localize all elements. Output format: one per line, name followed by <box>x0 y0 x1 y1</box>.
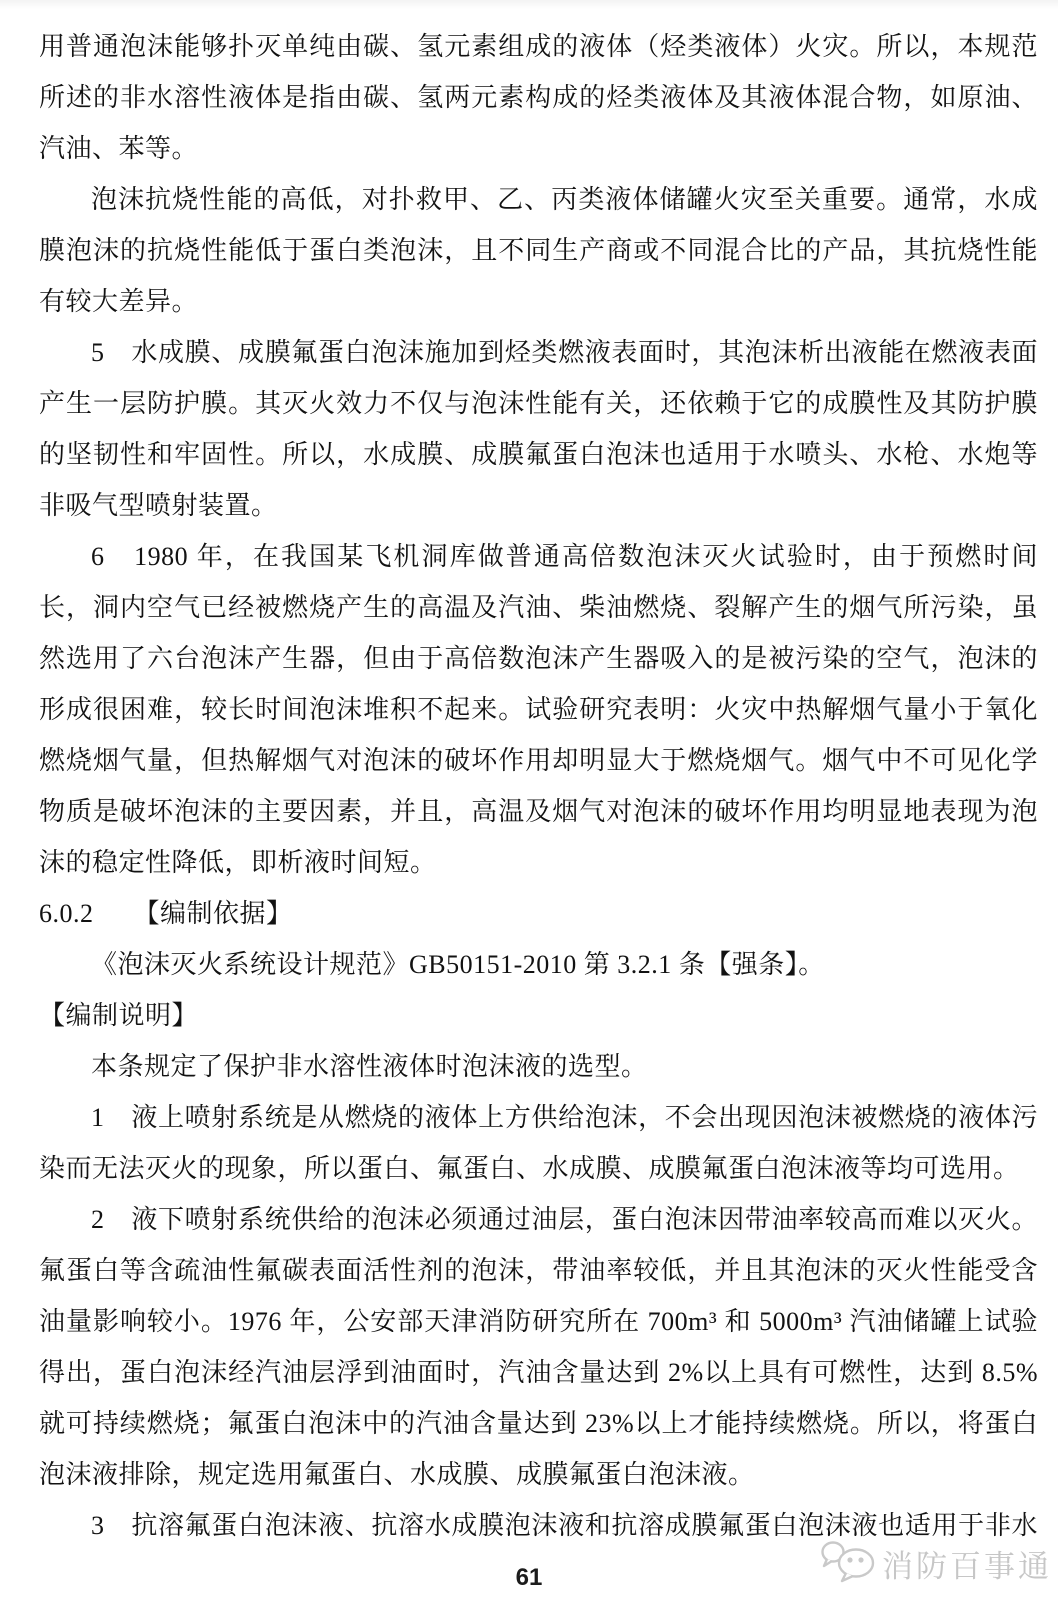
page-number: 61 <box>515 1564 543 1591</box>
list-item-1: 1 液上喷射系统是从燃烧的液体上方供给泡沫，不会出现因泡沫被燃烧的液体污染而无法灭火的现象，所以蛋白、氟蛋白、水成膜、成膜氟蛋白泡沫液等均可选用。 <box>39 1103 1038 1183</box>
document-body <box>39 21 1038 1551</box>
paragraph: 本条规定了保护非水溶性液体时泡沫液的选型。 <box>91 1052 648 1081</box>
section-heading-explanation: 【编制说明】 <box>39 1001 199 1030</box>
list-item-2: 2 液下喷射系统供给的泡沫必须通过油层，蛋白泡沫因带油率较高而难以灭火。氟蛋白等含疏油性氟碳表面活性剂的泡沫，带油率较低，并且其泡沫的灭火性能受含油量影响较小。1976 年，公安部天津消防研究所在 700m³ 和 5000m³ 汽油储罐上试验得出，蛋白泡沫经汽油层浮到油面时，汽油含量达到 2%以上具有可燃性，达到 8.5%就可持续燃烧；氟蛋白泡沫中的汽油含量达到 23%以上才能持续燃烧。所以，将蛋白泡沫液排除，规定选用氟蛋白、水成膜、成膜氟蛋白泡沫液。 <box>39 1205 1038 1489</box>
list-item-6: 6 1980 年，在我国某飞机洞库做普通高倍数泡沫灭火试验时，由于预燃时间长，洞内空气已经被燃烧产生的高温及汽油、柴油燃烧、裂解产生的烟气所污染，虽然选用了六台泡沫产生器，但由于高倍数泡沫产生器吸入的是被污染的空气，泡沫的形成很困难，较长时间泡沫堆积不起来。试验研究表明：火灾中热解烟气量小于氧化燃烧烟气量，但热解烟气对泡沫的破坏作用却明显大于燃烧烟气。烟气中不可见化学物质是破坏泡沫的主要因素，并且，高温及烟气对泡沫的破坏作用均明显地表现为泡沫的稳定性降低，即析液时间短。 <box>39 542 1038 877</box>
reference-line: 《泡沫灭火系统设计规范》GB50151-2010 第 3.2.1 条【强条】。 <box>91 950 825 979</box>
watermark-text: 消防百事通 <box>882 1549 1052 1584</box>
paragraph-continuation: 用普通泡沫能够扑灭单纯由碳、氢元素组成的液体（烃类液体）火灾。所以，本规范所述的非水溶性液体是指由碳、氢两元素构成的烃类液体及其液体混合物，如原油、汽油、苯等。 <box>39 32 1038 163</box>
paragraph: 泡沫抗烧性能的高低，对扑救甲、乙、丙类液体储罐火灾至关重要。通常，水成膜泡沫的抗烧性能低于蛋白类泡沫，且不同生产商或不同混合比的产品，其抗烧性能有较大差异。 <box>39 185 1038 316</box>
list-item-3-truncated: 3 抗溶氟蛋白泡沫液、抗溶水成膜泡沫液和抗溶成膜氟蛋白泡沫液也适用于非水 <box>91 1511 1038 1540</box>
list-item-5: 5 水成膜、成膜氟蛋白泡沫施加到烃类燃液表面时，其泡沫析出液能在燃液表面产生一层防护膜。其灭火效力不仅与泡沫性能有关，还依赖于它的成膜性及其防护膜的坚韧性和牢固性。所以，水成膜、成膜氟蛋白泡沫也适用于水喷头、水枪、水炮等非吸气型喷射装置。 <box>39 338 1038 520</box>
section-heading-basis: 6.0.2 【编制依据】 <box>39 899 293 928</box>
